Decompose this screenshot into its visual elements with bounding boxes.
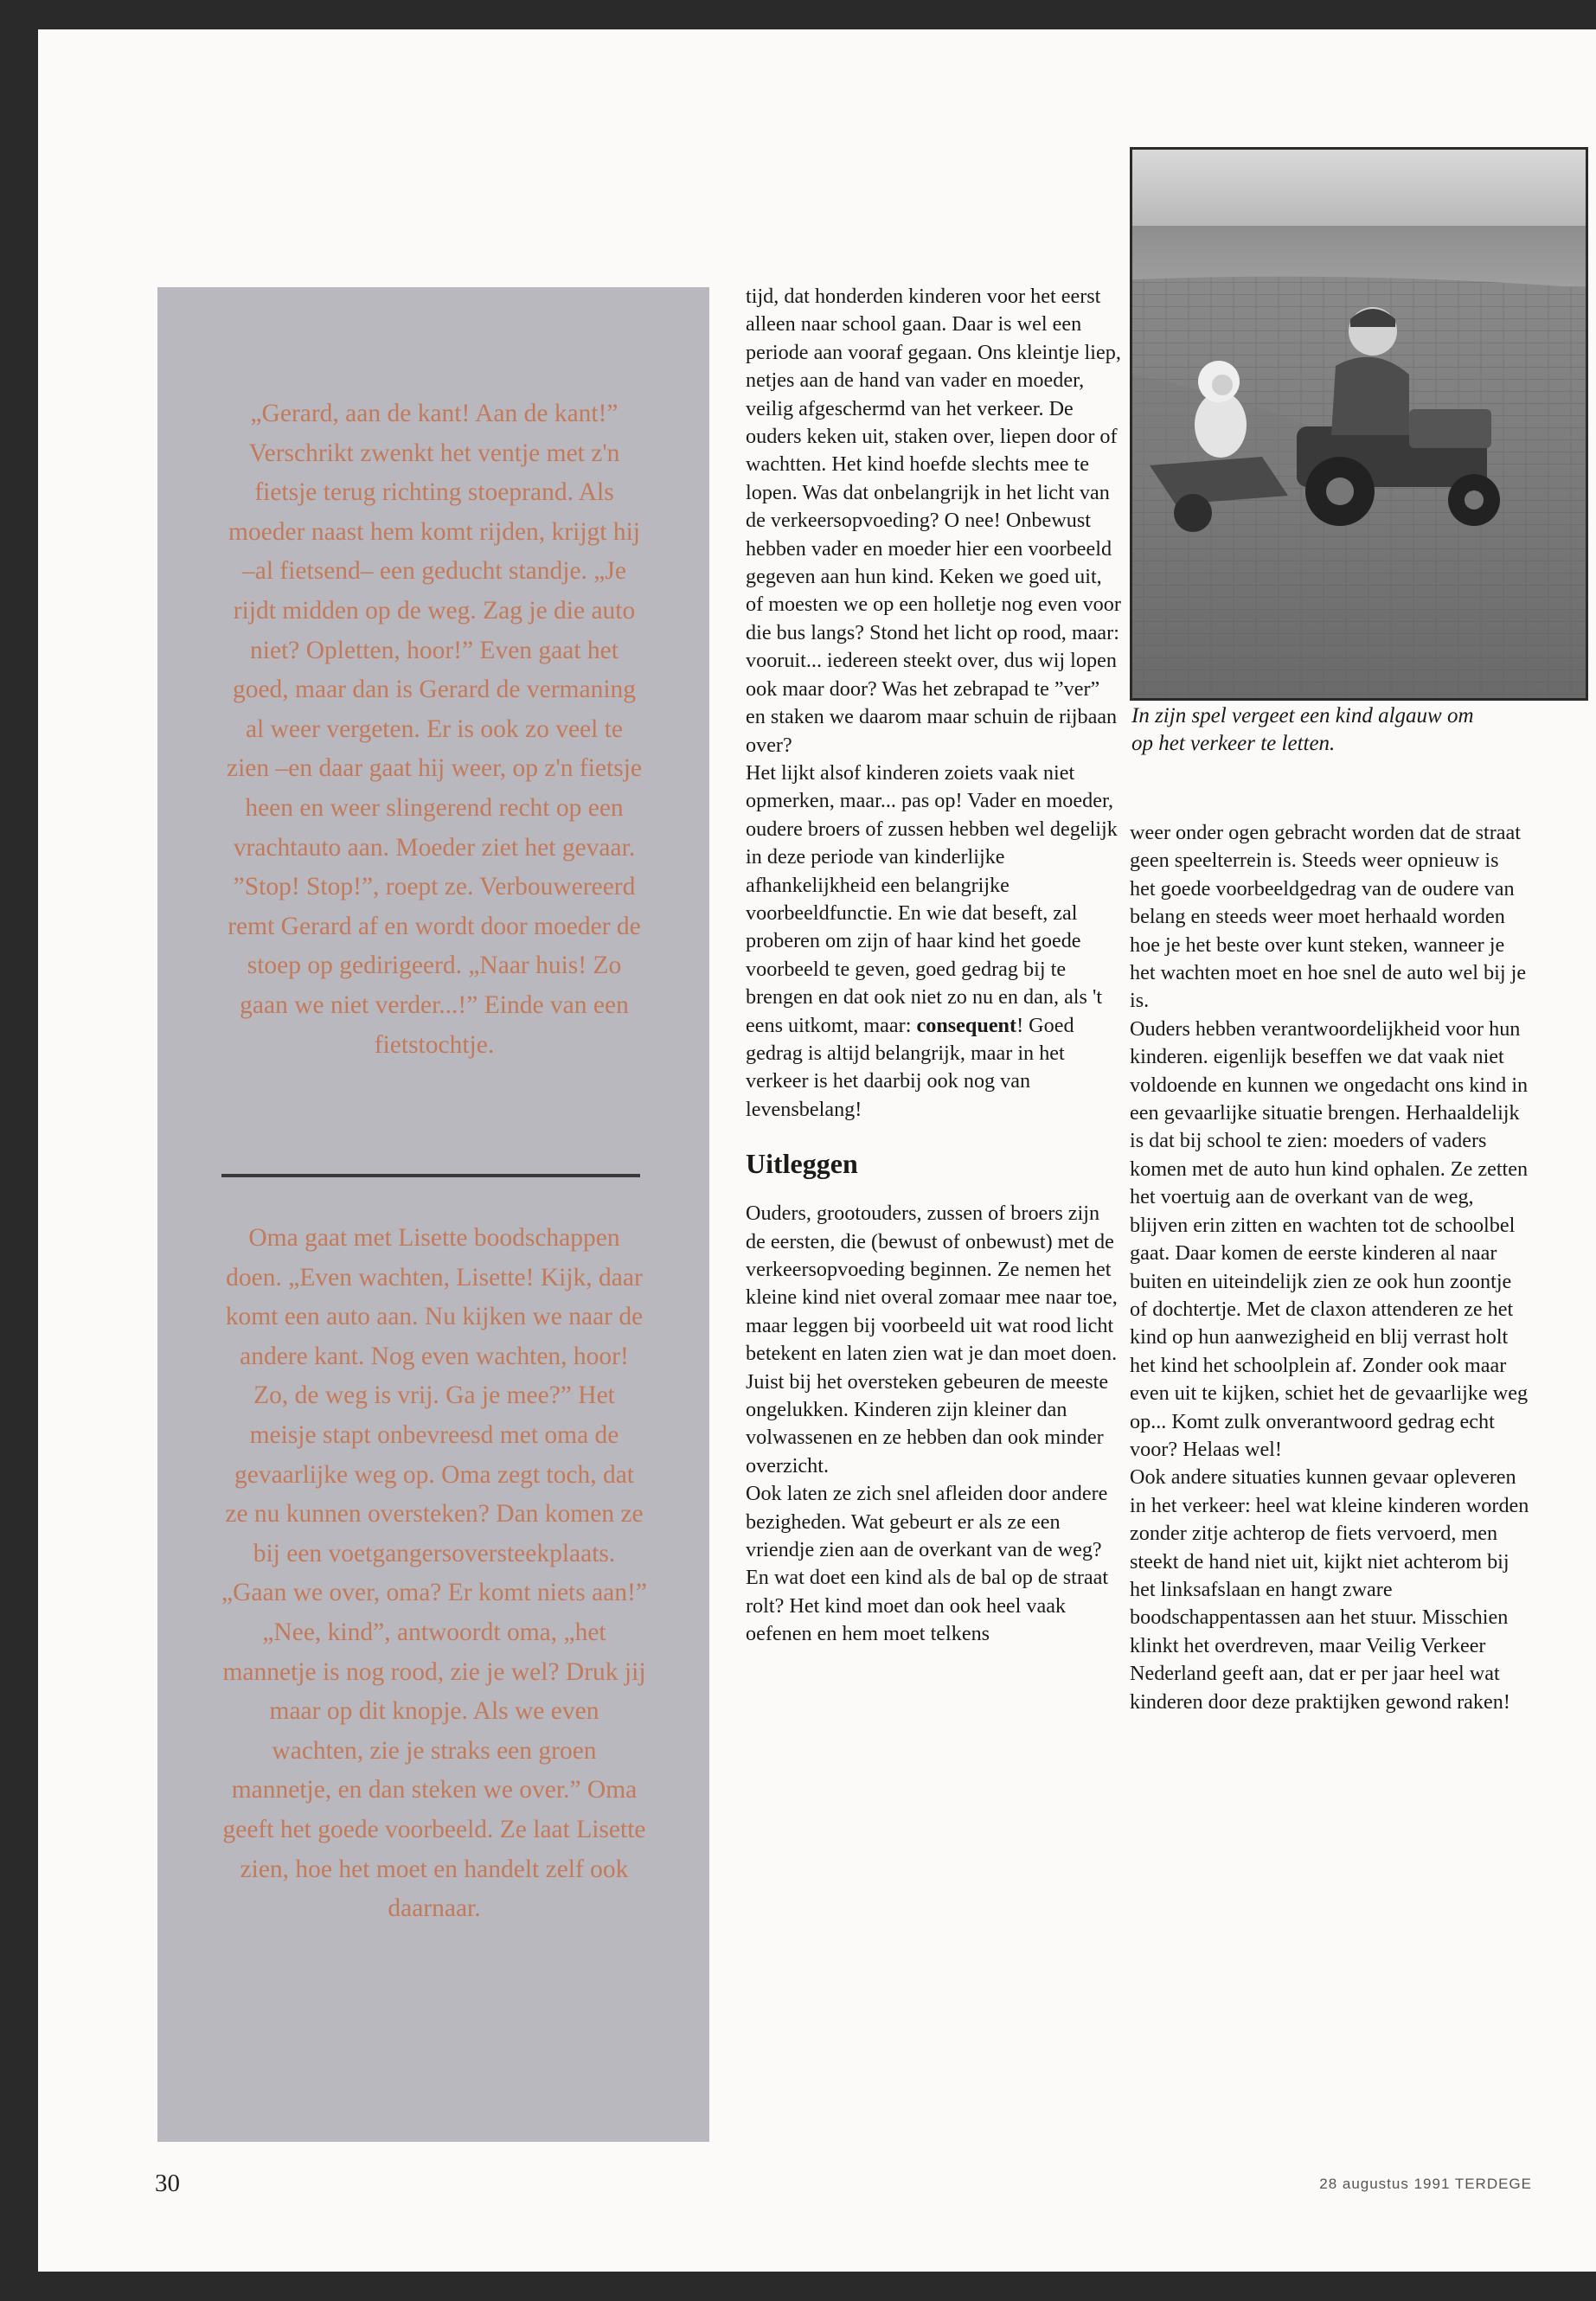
sky	[1132, 150, 1586, 228]
photo-caption: In zijn spel vergeet een kind algauw om op het verkeer te letten.	[1131, 704, 1474, 755]
subheading-uitleggen: Uitleggen	[746, 1148, 858, 1180]
pullquote-box	[157, 287, 709, 2142]
page-number: 30	[155, 2170, 180, 2197]
photo-children-playing	[1130, 147, 1588, 701]
emphasis-consequent: consequent	[916, 1013, 1017, 1037]
pullquote-anecdote-gerard: „Gerard, aan de kant! Aan de kant!” Verschrikt zwenkt het ventje met z'n fietsje terug richting stoeprand. Als moeder naast hem komt rijden, krijgt hij –al fietsend– een geducht standje. „Je rijdt midden op de weg. Zag je die auto niet? Opletten, hoor!” Even gaat het goed, maar dan is Gerard de vermaning al weer vergeten. Er is ook zo veel te zien –en daar gaat hij weer, op z'n fietsje heen en weer slingerend recht op een vrachtauto aan. Moeder ziet het gevaar. ”Stop! Stop!”, roept ze. Verbouwereerd remt Gerard af en wordt door moeder de stoep op gedirigeerd. „Naar huis! Zo gaan we niet verder...!” Einde van een fietstochtje.	[226, 400, 642, 1059]
paragraph: Ook laten ze zich snel afleiden door andere bezigheden. Wat gebeurt er als ze een vriendje zien aan de overkant van de weg? En wat doet een kind als de bal op de straat rolt? Het kind moet dan ook heel vaak oefenen en hem moet telkens	[746, 1482, 1109, 1646]
article-column-right	[1130, 819, 1529, 1716]
paragraph: Ouders hebben verantwoordelijkheid voor hun kinderen. eigenlijk beseffen we dat vaak niet voldoende en kunnen we ongedacht ons kind in een gevaarlijke situatie brengen. Herhaaldelijk is dat bij school te zien: moeders of vaders komen met de auto hun kind ophalen. Ze zetten het voertuig aan de overkant van de weg, blijven erin zitten en wachten tot de schoolbel gaat. Daar komen de eerste kinderen al naar buiten en uiteindelijk zien ze ook hun zoontje of dochtertje. Met de claxon attenderen ze het kind op hun aanwezigheid en blij verrast holt het kind het schoolplein af. Zonder ook maar even uit te kijken, schiet het de gevaarlijke weg op... Komt zulk onverantwoord gedrag echt voor? Helaas wel!	[1130, 1016, 1529, 1461]
paragraph: weer onder ogen gebracht worden dat de straat geen speelterrein is. Steeds weer opnieuw is het goede voorbeeldgedrag van de oudere van belang en steeds weer moet herhaald worden hoe je het beste over kunt steken, wanneer je het wachten moet en hoe snel de auto wel bij je is.	[1130, 821, 1527, 1013]
meadow	[1132, 226, 1586, 286]
issue-footer: 28 augustus 1991 TERDEGE	[1319, 2176, 1532, 2192]
paragraph: Ook andere situaties kunnen gevaar opleveren in het verkeer: heel wat kleine kinderen worden zonder zitje achterop de fiets vervoerd, men steekt de hand niet uit, kijkt niet achterom bij het linksafslaan en hangt zware boodschappentassen aan het stuur. Misschien klinkt het overdreven, maar Veilig Verkeer Nederland geeft aan, dat er per jaar heel wat kinderen door deze praktijken gewond raken!	[1130, 1465, 1529, 1714]
paragraph: tijd, dat honderden kinderen voor het eerst alleen naar school gaan. Daar is wel een periode aan vooraf gegaan. Ons kleintje liep, netjes aan de hand van vader en moeder, veilig afgeschermd van het verkeer. De ouders keken uit, staken over, liepen door of wachtten. Het kind hoefde slechts mee te lopen. Was dat onbelangrijk in het licht van de verkeersopvoeding? O nee! Onbewust hebben vader en moeder hier een voorbeeld gegeven aan hun kind. Keken we goed uit, of moesten we op een holletje nog even voor die bus langs? Stond het licht op rood, maar: vooruit... iedereen steekt over, dus wij lopen ook maar door? Was het zebrapad te ”ver” en staken we daarom maar schuin de rijbaan over?	[746, 285, 1121, 757]
pullquote-anecdote-lisette: Oma gaat met Lisette boodschappen doen. „Even wachten, Lisette! Kijk, daar komt een auto aan. Nu kijken we naar de andere kant. Nog even wachten, hoor! Zo, de weg is vrij. Ga je mee?” Het meisje stapt onbevreesd met oma de gevaarlijke weg op. Oma zegt toch, dat ze nu kunnen oversteken? Dan komen ze bij een voetgangersoversteekplaats. „Gaan we over, oma? Er komt niets aan!” „Nee, kind”, antwoordt oma, „het mannetje is nog rood, zie je wel? Druk jij maar op dit knopje. Als we even wachten, zie je straks een groen mannetje, en dan steken we over.” Oma geeft het goede voorbeeld. Ze laat Lisette zien, hoe het moet en handelt zelf ook daarnaar.	[221, 1224, 647, 1923]
magazine-page	[38, 29, 1596, 2272]
paragraph: Ouders, grootouders, zussen of broers zijn de eersten, die (bewust of onbewust) met de verkeersopvoeding beginnen. Ze nemen het kleine kind niet overal zomaar mee naar toe, maar leggen bij voorbeeld uit wat rood licht betekent en laten zien wat je dan moet doen. Juist bij het oversteken gebeuren de meeste ongelukken. Kinderen zijn kleiner dan volwassenen en ze hebben dan ook minder overzicht.	[746, 1202, 1118, 1477]
pullquote-divider	[221, 1174, 640, 1177]
article-column-middle	[746, 283, 1122, 1649]
paragraph: Het lijkt alsof kinderen zoiets vaak niet opmerken, maar... pas op! Vader en moeder, oudere broers of zussen hebben wel degelijk in deze periode van kinderlijke afhankelijkheid een belangrijke voorbeeldfunctie. En wie dat beseft, zal proberen om zijn of haar kind het goede voorbeeld te geven, goed gedrag bij te brengen en dat ook niet zo nu en dan, als 't eens uitkomt, maar: consequent! Goed gedrag is altijd belangrijk, maar in het verkeer is het daarbij ook nog van levensbelang!	[746, 760, 1118, 1121]
photo-illustration	[1132, 150, 1586, 698]
